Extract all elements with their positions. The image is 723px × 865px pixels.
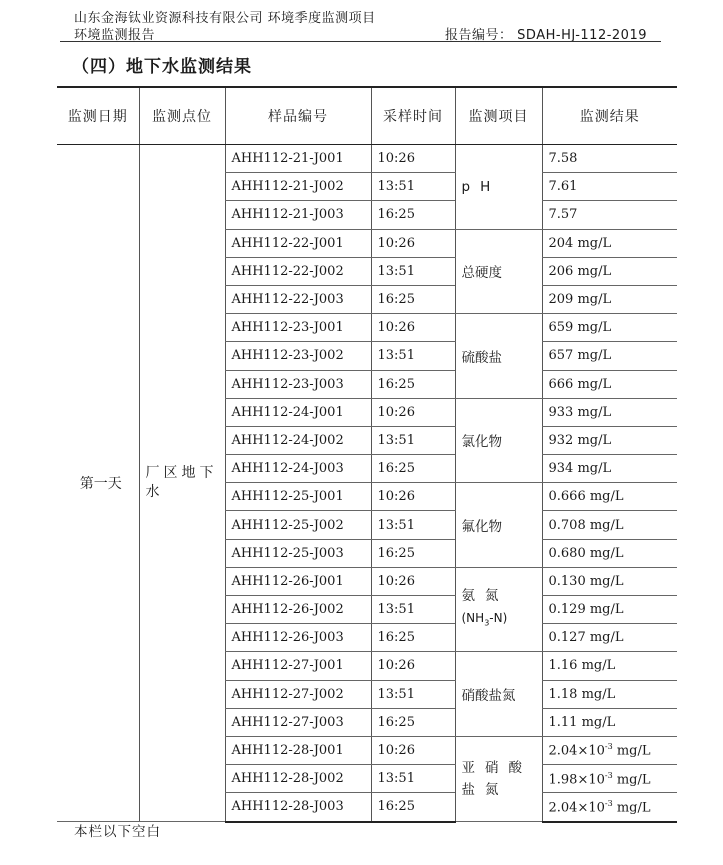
result-cell: 206 mg/L [542, 257, 677, 285]
monitoring-location-cell: 厂区地下水 [139, 145, 225, 822]
sampling-time-cell: 13:51 [371, 596, 455, 624]
sample-id-cell: AHH112-28-J002 [225, 765, 371, 793]
sampling-time-cell: 13:51 [371, 511, 455, 539]
header-divider [60, 41, 661, 42]
result-cell: $2.04\times 10^{-3}$ mg/L [542, 793, 677, 822]
monitoring-item-name: pH [461, 178, 501, 195]
sampling-time-cell: 10:26 [371, 314, 455, 342]
sampling-time-cell: 13:51 [371, 257, 455, 285]
result-cell: 0.130 mg/L [542, 567, 677, 595]
sampling-time-cell: 13:51 [371, 680, 455, 708]
sample-id-cell: AHH112-21-J001 [225, 145, 371, 173]
monitoring-date-cell: 第一天 [57, 145, 139, 822]
column-header-location: 监测点位 [139, 87, 225, 145]
monitoring-item-formula: $(NH_3-N)$ [461, 610, 508, 628]
sample-id-cell: AHH112-26-J002 [225, 596, 371, 624]
sample-id-cell: AHH112-24-J001 [225, 398, 371, 426]
result-cell: 0.129 mg/L [542, 596, 677, 624]
sampling-time-cell: 16:25 [371, 624, 455, 652]
monitoring-item-cell [455, 229, 542, 314]
sampling-time-cell: 16:25 [371, 793, 455, 822]
column-header-sample-id: 样品编号 [225, 87, 371, 145]
monitoring-item-cell [455, 483, 542, 568]
header-report-type: 环境监测报告 [74, 28, 156, 43]
sampling-time-cell: 10:26 [371, 483, 455, 511]
table-row [57, 145, 677, 173]
sample-id-cell: AHH112-27-J003 [225, 708, 371, 736]
column-header-item: 监测项目 [455, 87, 542, 145]
result-cell: 1.11 mg/L [542, 708, 677, 736]
sampling-time-cell: 16:25 [371, 201, 455, 229]
sampling-time-cell: 13:51 [371, 173, 455, 201]
monitoring-item-name: 硝酸盐氮 [461, 688, 516, 705]
sample-id-cell: AHH112-27-J001 [225, 652, 371, 680]
column-header-sampling-time: 采样时间 [371, 87, 455, 145]
sample-id-cell: AHH112-23-J003 [225, 370, 371, 398]
sample-id-cell: AHH112-25-J003 [225, 539, 371, 567]
monitoring-item-name: 氨氮 [461, 587, 509, 604]
groundwater-results-table [57, 86, 677, 823]
monitoring-item-cell [455, 314, 542, 399]
result-cell: 7.58 [542, 145, 677, 173]
result-cell: 0.666 mg/L [542, 483, 677, 511]
monitoring-item-name: 硫酸盐 [461, 349, 502, 366]
sampling-time-cell: 10:26 [371, 398, 455, 426]
monitoring-item-cell [455, 567, 542, 652]
sampling-time-cell: 16:25 [371, 370, 455, 398]
monitoring-item-name: 亚硝酸盐氮 [461, 759, 532, 798]
sample-id-cell: AHH112-28-J001 [225, 736, 371, 764]
monitoring-item-cell [455, 398, 542, 483]
sampling-time-cell: 16:25 [371, 285, 455, 313]
sample-id-cell: AHH112-28-J003 [225, 793, 371, 822]
sample-id-cell: AHH112-24-J002 [225, 426, 371, 454]
monitoring-item-name: 氟化物 [461, 519, 502, 536]
sampling-time-cell: 16:25 [371, 539, 455, 567]
monitoring-item-cell [455, 736, 542, 821]
sample-id-cell: AHH112-27-J002 [225, 680, 371, 708]
table-header-row [57, 87, 677, 145]
result-cell: $2.04\times 10^{-3}$ mg/L [542, 736, 677, 764]
sample-id-cell: AHH112-22-J002 [225, 257, 371, 285]
monitoring-item-cell [455, 652, 542, 737]
sample-id-cell: AHH112-24-J003 [225, 455, 371, 483]
column-header-date: 监测日期 [57, 87, 139, 145]
sample-id-cell: AHH112-26-J001 [225, 567, 371, 595]
sampling-time-cell: 16:25 [371, 455, 455, 483]
result-cell: 0.708 mg/L [542, 511, 677, 539]
sample-id-cell: AHH112-22-J001 [225, 229, 371, 257]
result-cell: $1.98\times 10^{-3}$ mg/L [542, 765, 677, 793]
sampling-time-cell: 13:51 [371, 426, 455, 454]
result-cell: 0.127 mg/L [542, 624, 677, 652]
sample-id-cell: AHH112-22-J003 [225, 285, 371, 313]
sample-id-cell: AHH112-21-J003 [225, 201, 371, 229]
result-cell: 666 mg/L [542, 370, 677, 398]
sampling-time-cell: 13:51 [371, 765, 455, 793]
result-cell: 204 mg/L [542, 229, 677, 257]
sample-id-cell: AHH112-25-J002 [225, 511, 371, 539]
sampling-time-cell: 16:25 [371, 708, 455, 736]
sampling-time-cell: 10:26 [371, 145, 455, 173]
monitoring-item-name: 氯化物 [461, 434, 502, 451]
result-cell: 209 mg/L [542, 285, 677, 313]
header-report-number: 报告编号： SDAH-HJ-112-2019 [445, 28, 647, 43]
sampling-time-cell: 10:26 [371, 229, 455, 257]
sampling-time-cell: 13:51 [371, 342, 455, 370]
footer-blank-note: 本栏以下空白 [74, 824, 161, 840]
column-header-result: 监测结果 [542, 87, 677, 145]
result-cell: 934 mg/L [542, 455, 677, 483]
result-cell: 7.57 [542, 201, 677, 229]
result-cell: 659 mg/L [542, 314, 677, 342]
result-cell: 1.18 mg/L [542, 680, 677, 708]
result-cell: 7.61 [542, 173, 677, 201]
sampling-time-cell: 10:26 [371, 567, 455, 595]
section-title: （四）地下水监测结果 [72, 57, 252, 77]
result-cell: 0.680 mg/L [542, 539, 677, 567]
monitoring-item-name: 总硬度 [461, 265, 502, 282]
sample-id-cell: AHH112-21-J002 [225, 173, 371, 201]
sampling-time-cell: 10:26 [371, 652, 455, 680]
sampling-time-cell: 10:26 [371, 736, 455, 764]
result-cell: 657 mg/L [542, 342, 677, 370]
result-cell: 1.16 mg/L [542, 652, 677, 680]
sample-id-cell: AHH112-26-J003 [225, 624, 371, 652]
result-cell: 933 mg/L [542, 398, 677, 426]
monitoring-item-cell [455, 145, 542, 230]
result-cell: 932 mg/L [542, 426, 677, 454]
header-company-project: 山东金海钛业资源科技有限公司 环境季度监测项目 [74, 11, 376, 26]
sample-id-cell: AHH112-23-J001 [225, 314, 371, 342]
sample-id-cell: AHH112-25-J001 [225, 483, 371, 511]
sample-id-cell: AHH112-23-J002 [225, 342, 371, 370]
